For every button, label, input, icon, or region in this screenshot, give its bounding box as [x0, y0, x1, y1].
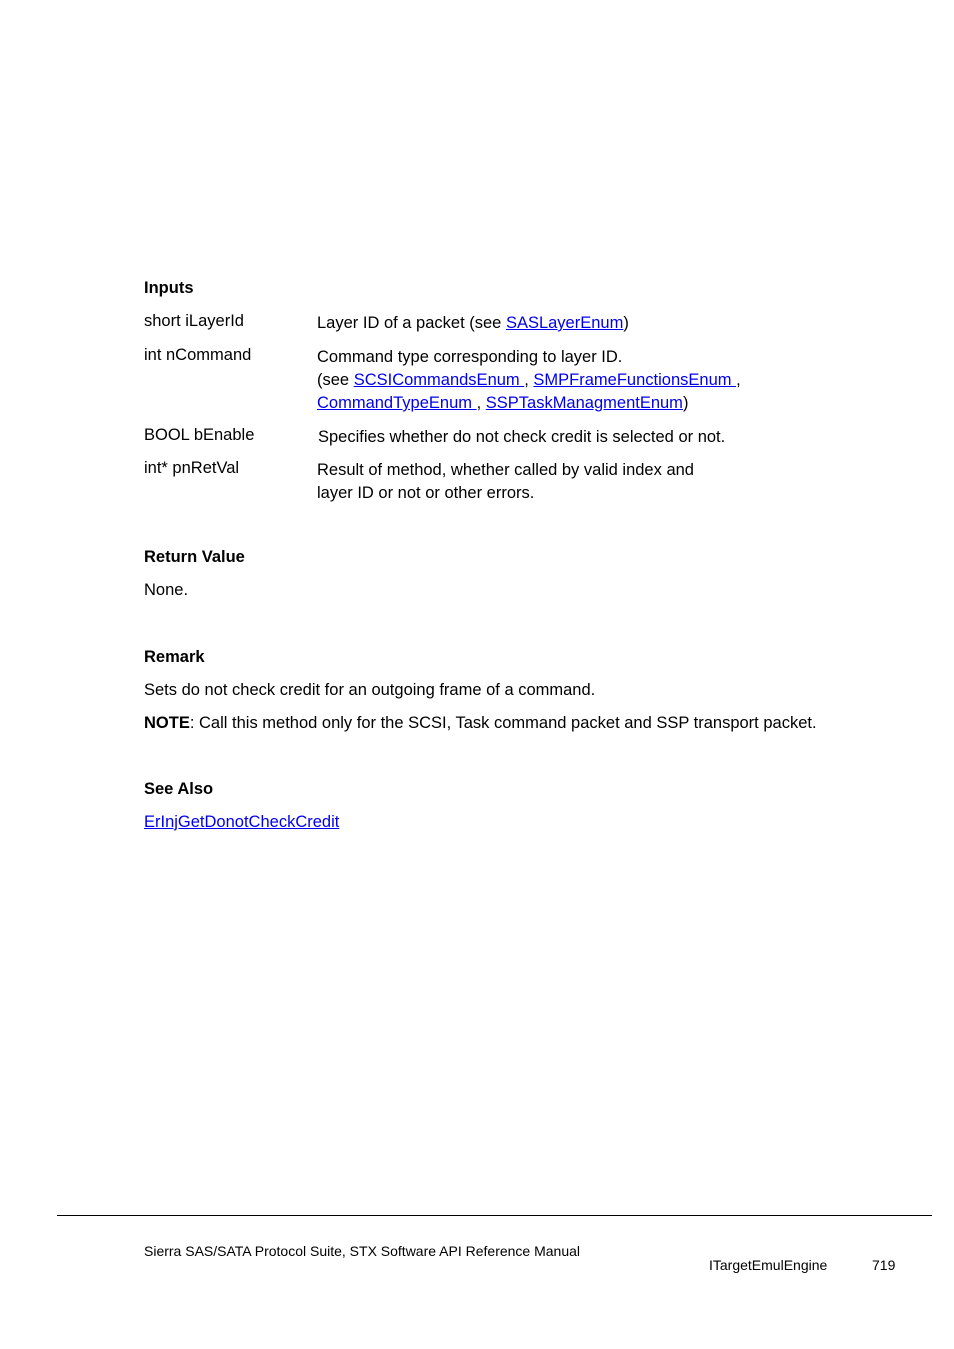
param-desc-ncommand: [317, 346, 741, 415]
note-text: : Call this method only for the SCSI, Task command packet and SSP transport packet.: [189, 714, 817, 732]
remark-heading: Remark: [144, 648, 205, 666]
param-desc-text: Layer ID of a packet (see: [317, 314, 506, 332]
param-desc-text: ): [623, 314, 629, 332]
separator-text: ,: [524, 371, 534, 389]
footer-divider: [57, 1215, 932, 1216]
param-desc-line: Command type corresponding to layer ID.: [317, 348, 623, 366]
see-also-heading: See Also: [144, 780, 214, 798]
param-desc-text: ): [682, 394, 689, 412]
param-desc-line: Result of method, whether called by valid index and: [317, 461, 694, 479]
param-name-benable: BOOL bEnable: [144, 426, 255, 444]
param-desc-ilayerid: [317, 312, 629, 335]
footer-section-name: ITargetEmulEngine: [709, 1257, 828, 1273]
separator-text: ,: [476, 394, 486, 412]
param-name-ncommand: int nCommand: [144, 346, 252, 364]
remark-text: Sets do not check credit for an outgoing frame of a command.: [144, 681, 596, 699]
note-label: NOTE: [144, 714, 190, 732]
footer-manual-title: Sierra SAS/SATA Protocol Suite, STX Software API Reference Manual: [144, 1243, 581, 1259]
param-desc-benable: Specifies whether do not check credit is selected or not.: [318, 428, 726, 446]
link-erinjgetdonotcheckcredit[interactable]: ErInjGetDonotCheckCredit: [144, 813, 340, 831]
separator-text: ,: [736, 371, 741, 389]
param-desc-line: [317, 369, 741, 392]
param-desc-text: (see: [317, 371, 354, 389]
link-ssptaskmanagmentenum[interactable]: SSPTaskManagmentEnum: [485, 394, 683, 412]
return-value-text: None.: [144, 581, 189, 599]
link-scsicommandsenum[interactable]: SCSICommandsEnum: [353, 371, 525, 389]
inputs-heading: Inputs: [144, 279, 194, 297]
link-commandtypeenum[interactable]: CommandTypeEnum: [317, 394, 477, 412]
param-desc-line: layer ID or not or other errors.: [317, 484, 535, 502]
param-desc-pnretval: [317, 459, 694, 505]
param-desc-line: [317, 392, 741, 415]
return-value-heading: Return Value: [144, 548, 245, 566]
remark-note: [144, 714, 817, 733]
see-also-item: [144, 813, 339, 832]
link-saslayerenum[interactable]: SASLayerEnum: [505, 314, 624, 332]
param-name-ilayerid: short iLayerId: [144, 312, 244, 330]
link-smpframefunctionsenum[interactable]: SMPFrameFunctionsEnum: [533, 371, 737, 389]
param-name-pnretval: int* pnRetVal: [144, 459, 240, 477]
footer-page-number: 719: [872, 1257, 896, 1273]
